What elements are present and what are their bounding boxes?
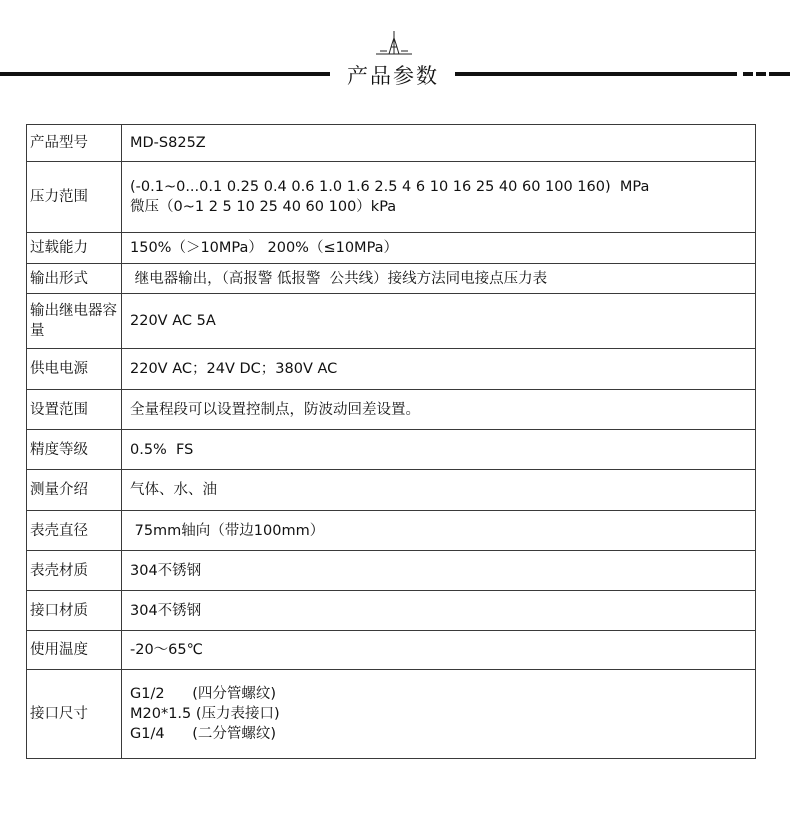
- tower-icon: [376, 30, 412, 56]
- spec-value-line: G1/4 (二分管螺纹): [130, 726, 277, 742]
- spec-value: [122, 390, 756, 430]
- spec-label: 使用温度: [27, 631, 122, 670]
- title-rule-dash: [756, 72, 766, 76]
- spec-label: 表壳材质: [27, 551, 122, 591]
- spec-label: 输出形式: [27, 264, 122, 294]
- spec-value-line: -20～65℃: [130, 642, 203, 658]
- spec-value-line: G1/2 (四分管螺纹): [130, 686, 277, 702]
- spec-value-line: 304不锈钢: [130, 602, 202, 619]
- title-rule-right: [455, 72, 737, 76]
- spec-label: 供电电源: [27, 349, 122, 390]
- spec-row: [27, 511, 756, 551]
- spec-value-line: 220V AC 5A: [130, 313, 216, 329]
- spec-value: [122, 631, 756, 670]
- spec-row: [27, 551, 756, 591]
- title-rule-left: [0, 72, 330, 76]
- section-header: [0, 0, 790, 110]
- spec-label: 测量介绍: [27, 470, 122, 511]
- spec-value: [122, 430, 756, 470]
- spec-label: 输出继电器容量: [27, 294, 122, 349]
- spec-row: [27, 294, 756, 349]
- spec-label: 接口尺寸: [27, 670, 122, 759]
- spec-row: [27, 125, 756, 162]
- spec-label: 设置范围: [27, 390, 122, 430]
- spec-row: [27, 430, 756, 470]
- spec-value-line: 气体、水、油: [130, 482, 217, 498]
- spec-row: [27, 349, 756, 390]
- spec-value-line: 继电器输出，（高报警 低报警 公共线）接线方法同电接点压力表: [130, 270, 548, 287]
- spec-row: [27, 264, 756, 294]
- spec-row: [27, 591, 756, 631]
- spec-label: 精度等级: [27, 430, 122, 470]
- spec-row: [27, 670, 756, 759]
- spec-value: [122, 591, 756, 631]
- spec-value: [122, 294, 756, 349]
- spec-value: [122, 551, 756, 591]
- spec-row: [27, 390, 756, 430]
- spec-label: 压力范围: [27, 162, 122, 233]
- spec-value: [122, 470, 756, 511]
- title-rule-dash: [743, 72, 753, 76]
- spec-row: [27, 233, 756, 264]
- spec-value-line: 150%（＞10MPa） 200%（≤10MPa）: [130, 240, 399, 256]
- spec-value: [122, 233, 756, 264]
- spec-label: 过载能力: [27, 233, 122, 264]
- spec-label: 接口材质: [27, 591, 122, 631]
- spec-value-line: 304不锈钢: [130, 562, 202, 579]
- spec-row: [27, 162, 756, 233]
- spec-value-line: (-0.1~0...0.1 0.25 0.4 0.6 1.0 1.6 2.5 4 6 10 16 25 40 60 100 160) MPa: [130, 179, 650, 195]
- spec-label: 产品型号: [27, 125, 122, 162]
- spec-value-line: 全量程段可以设置控制点，防波动回差设置。: [130, 401, 420, 418]
- spec-value-line: 微压（0~1 2 5 10 25 40 60 100）kPa: [130, 199, 397, 215]
- section-title: 产品参数: [347, 64, 439, 88]
- spec-value-line: 220V AC；24V DC；380V AC: [130, 361, 338, 377]
- spec-value-line: 75mm轴向（带边100mm）: [130, 522, 325, 539]
- spec-row: [27, 631, 756, 670]
- spec-value-line: 0.5% FS: [130, 441, 194, 458]
- title-rule-dash: [769, 72, 790, 76]
- spec-value: [122, 264, 756, 294]
- spec-value: [122, 670, 756, 759]
- spec-table: [26, 124, 756, 759]
- spec-value: [122, 162, 756, 233]
- spec-value-line: M20*1.5 (压力表接口): [130, 706, 280, 722]
- spec-label: 表壳直径: [27, 511, 122, 551]
- spec-row: [27, 470, 756, 511]
- spec-value: [122, 125, 756, 162]
- spec-value: [122, 511, 756, 551]
- spec-value: [122, 349, 756, 390]
- spec-value-line: MD-S825Z: [130, 135, 206, 151]
